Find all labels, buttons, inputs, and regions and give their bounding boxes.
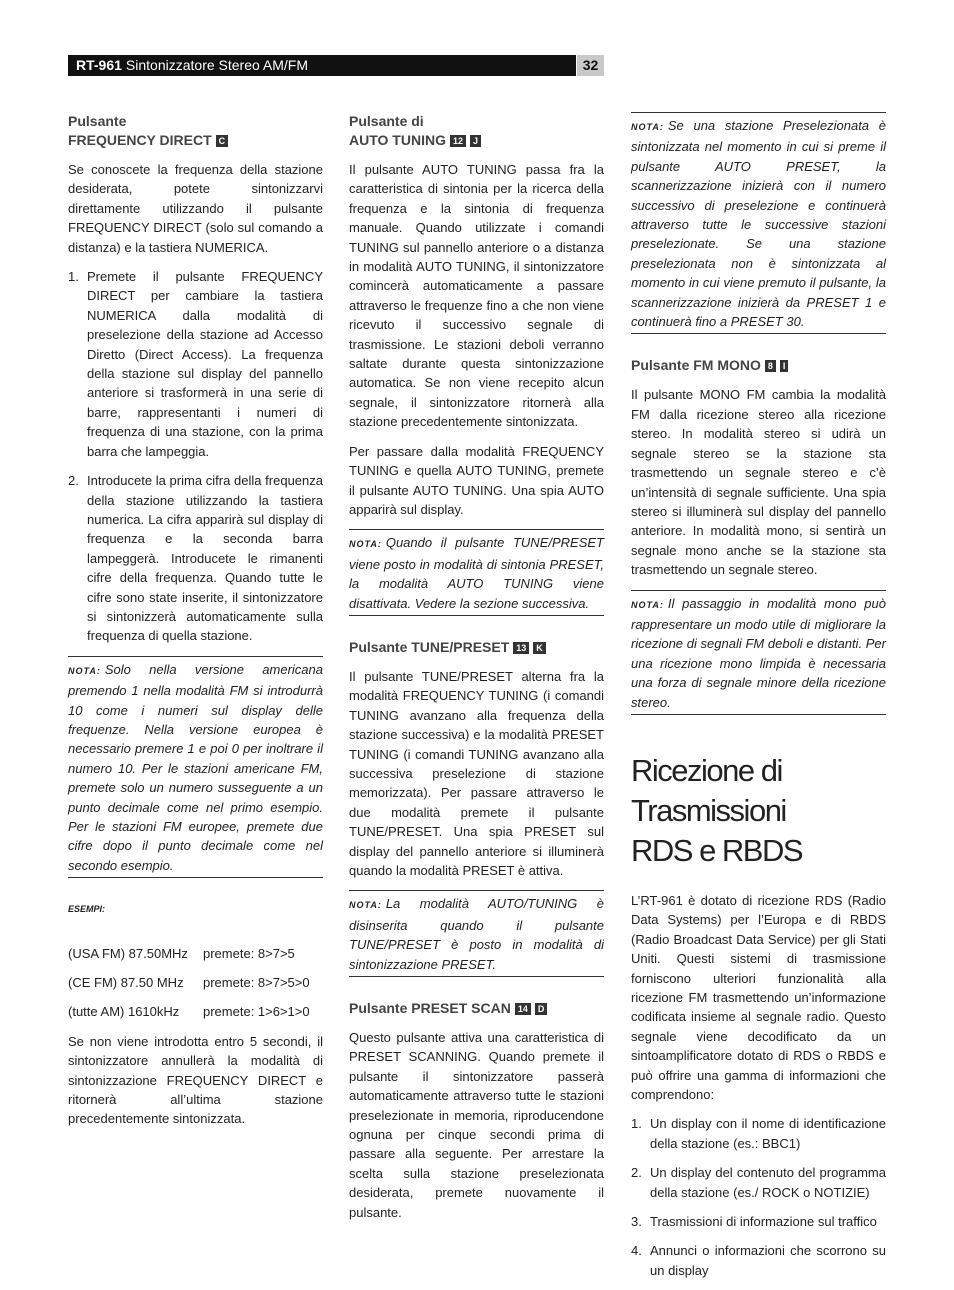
reference-badge: C [216,135,229,147]
heading-line: Pulsante FM MONO [631,357,761,374]
list-text: Annunci o informazioni che scorrono su un display [650,1243,886,1278]
title-line: RDS e RBDS [631,832,803,868]
paragraph: Se non viene introdotta entro 5 secondi, il sintonizzatore annullerà la modalità di sintonizzazione FREQUENCY DIRECT e ritornerà all’ultima stazione precedentemente sintonizzata. [68,1033,323,1127]
list-text: Trasmissioni di informazione sul traffico [650,1214,877,1230]
heading-line: Pulsante PRESET SCAN [349,1000,511,1017]
examples-label: ESEMPI: [68,904,106,915]
list-item [631,1212,886,1231]
example-row [68,944,323,963]
section-heading-frequency-direct [68,112,323,150]
list-number: 1. [631,1116,642,1132]
reference-badge: 13 [513,642,529,654]
note-box [631,590,886,715]
column-3 [631,112,886,1290]
list-number: 1. [68,269,79,285]
reference-badge: 14 [515,1003,531,1015]
paragraph: Se conoscete la frequenza della stazione desiderata, potete sintonizzarvi direttamente utilizzando il pulsante FREQUENCY DIRECT (solo sul comando a distanza) e la tastiera NUMERICA. [68,162,323,255]
header-subtitle: Sintonizzatore Stereo AM/FM [125,57,308,73]
paragraph: L’RT-961 è dotato di ricezione RDS (Radio Data Systems) per l’Europa e di RBDS (Radio Broadcast Data Service) per gli Stati Uniti. Questi sistemi di trasmissione forniscono ulteriori funzionalità alla ricezione FM trasmettendo un’informazione codificata insieme al segnale radio. Questo segnale viene decodificato da un sintoamplificatore dotato di RDS o RBDS e può offrire una gamma di informazioni che comprendono: [631,892,886,1103]
example-keys: premete: 1>6>1>0 [203,1004,310,1020]
list-number: 2. [68,473,79,489]
reference-badge: I [780,360,789,372]
paragraph: Il pulsante AUTO TUNING passa fra la caratteristica di sintonia per la ricerca della frequenza e la sintonia di frequenza manuale. Quando utilizzate i comandi TUNING sul pannello anteriore o a distanza in modalità AUTO TUNING, il sintonizzatore comincerà automaticamente a passare attraverso le frequenze fino a che non viene ricevuto il successivo segnale di trasmissione. Le stazioni deboli verranno saltate durante questa sintonizzazione automatica. Se non viene recepito alcun segnale, il sintonizzatore ritornerà alla stazione precedentemente sintonizzata. [349,162,604,430]
example-keys: premete: 8>7>5 [203,945,295,961]
example-band: (CE FM) 87.50 MHz [68,975,184,991]
note-label: NOTA: [631,599,664,610]
note-label: NOTA: [631,122,664,132]
rds-features-list [631,1114,886,1280]
list-item [68,471,323,646]
heading-line: FREQUENCY DIRECT [68,132,212,148]
list-text: Un display con il nome di identificazione della stazione (es.: BBC1) [650,1116,886,1151]
note-text: La modalità AUTO/TUNING è disinserita quando il pulsante TUNE/PRESET è posto in modalità di sintonizzazione PRESET. [349,896,604,972]
list-text: Un display del contenuto del programma della stazione (es./ ROCK o NOTIZIE) [650,1165,886,1200]
section-heading-preset-scan [349,999,604,1018]
list-item [68,267,323,461]
note-text: Quando il pulsante TUNE/PRESET viene posto in modalità di sintonia PRESET, la modalità AUTO TUNING viene disattivata. Vedere la sezione successiva. [349,535,604,611]
list-number: 4. [631,1243,642,1259]
section-title-rds [631,751,886,871]
list-number: 3. [631,1214,642,1230]
model-label: RT-961 [76,57,122,73]
note-box [631,112,886,334]
example-row [68,1002,323,1021]
section-heading-auto-tuning [349,112,604,150]
heading-line: Pulsante [68,113,127,129]
list-item [631,1163,886,1202]
paragraph: Il pulsante TUNE/PRESET alterna fra la modalità FREQUENCY TUNING (i comandi TUNING avanzano alla frequenza della stazione successiva) e la modalità PRESET TUNING (i comandi TUNING avanzano alla successiva preselezione di stazione memorizzata). Per passare attraverso le due modalità premete il pulsante TUNE/PRESET. Una spia PRESET sul display del pannello anteriore si illuminerà quando la modalità PRESET è attiva. [349,668,604,878]
reference-badge: K [533,642,546,654]
list-text: Introducete la prima cifra della frequenza della stazione utilizzando la tastiera numerica. La cifra apparirà sul display di frequenza e la seconda barra lampeggerà. Introducete le rimanenti cifre della frequenza. Quando tutte le cifre sono state inserite, il sintonizzatore si sintonizzerà automaticamente sulla frequenza di quella stazione. [87,473,323,644]
note-text: Se una stazione Preselezionata è sintonizzata nel momento in cui si preme il pulsante AUTO PRESET, la scannerizzazione inizierà con il numero successivo di preselezione e continuerà attraverso tutte le successive stazioni preselezionate. Se una stazione preselezionata non è sintonizzata al momento in cui viene premuto il pulsante, la scannerizzazione inizierà da PRESET 1 e continuerà fino a PRESET 30. [631,118,886,330]
note-box [68,656,323,878]
section-heading-tune-preset [349,638,604,657]
list-number: 2. [631,1165,642,1181]
example-band: (USA FM) 87.50MHz [68,945,188,961]
list-text: Premete il pulsante FREQUENCY DIRECT per cambiare la tastiera NUMERICA dalla modalità di preselezione della stazione ad Accesso Diretto (Direct Access). La frequenza della stazione sul display del pannello anteriore si trasformerà in una serie di barre, rappresentanti i numeri di frequenza di una stazione, con la prima barra che lampeggia. [87,269,323,459]
paragraph: Questo pulsante attiva una caratteristica di PRESET SCANNING. Quando premete il pulsante il sintonizzatore passerà automaticamente attraverso tutte le stazioni preselezionate in memoria, riproducendone ognuna per cinque secondi prima di passare alla seguente. Per arrestare la scelta sulla stazione preselezionata desiderata, premete nuovamente il pulsante. [349,1030,604,1220]
heading-line: AUTO TUNING [349,132,446,148]
example-row [68,973,323,992]
note-text: Solo nella versione americana premendo 1 nella modalità FM si introdurrà 10 come i numeri sul display delle frequenze. Nella versione europea è necessario premere 1 e poi 0 per inoltrare il numero 10. Per le stazioni americane FM, premete solo un numero susseguente a un punto decimale come nel primo esempio. Per le stazioni FM europee, premete due cifre dopo il punto decimale come nel secondo esempio. [68,661,323,873]
steps-list [68,267,323,646]
example-keys: premete: 8>7>5>0 [203,975,310,991]
reference-badge: J [470,135,481,147]
note-box [349,890,604,977]
reference-badge: 12 [450,135,466,147]
section-heading-fm-mono [631,356,886,375]
note-label: NOTA: [68,665,101,676]
column-2 [349,112,604,1232]
page-header-bar [68,55,576,76]
title-line: Ricezione di Trasmissioni [631,752,786,828]
heading-line: Pulsante TUNE/PRESET [349,638,510,655]
reference-badge: D [535,1003,548,1015]
note-label: NOTA: [349,900,382,911]
page-number: 32 [577,55,604,76]
list-item [631,1241,886,1280]
note-label: NOTA: [349,539,382,550]
heading-line: Pulsante di [349,113,424,129]
paragraph: Per passare dalla modalità FREQUENCY TUNING e quella AUTO TUNING, premete il pulsante AUTO TUNING. Una spia AUTO apparirà sul display. [349,443,604,517]
note-box [349,529,604,616]
note-text: Il passaggio in modalità mono può rappresentare un modo utile di migliorare la ricezione di segnali FM deboli e distanti. Per una ricezione mono limpida è necessaria una forza di segnale minore della ricezione stereo. [631,595,886,710]
column-1 [68,112,323,1139]
reference-badge: 8 [765,360,776,372]
list-item [631,1114,886,1153]
paragraph: Il pulsante MONO FM cambia la modalità FM dalla ricezione stereo alla ricezione stereo. In modalità stereo si udirà un segnale stereo se la stazione sta trasmettendo un segnale stereo e c’è un’intensità di segnale sufficiente. Una spia stereo si illuminerà sul display del pannello anteriore. In modalità mono, si sentirà un segnale mono anche se la stazione sta trasmettendo un segnale stereo. [631,387,886,578]
example-band: (tutte AM) 1610kHz [68,1004,180,1020]
